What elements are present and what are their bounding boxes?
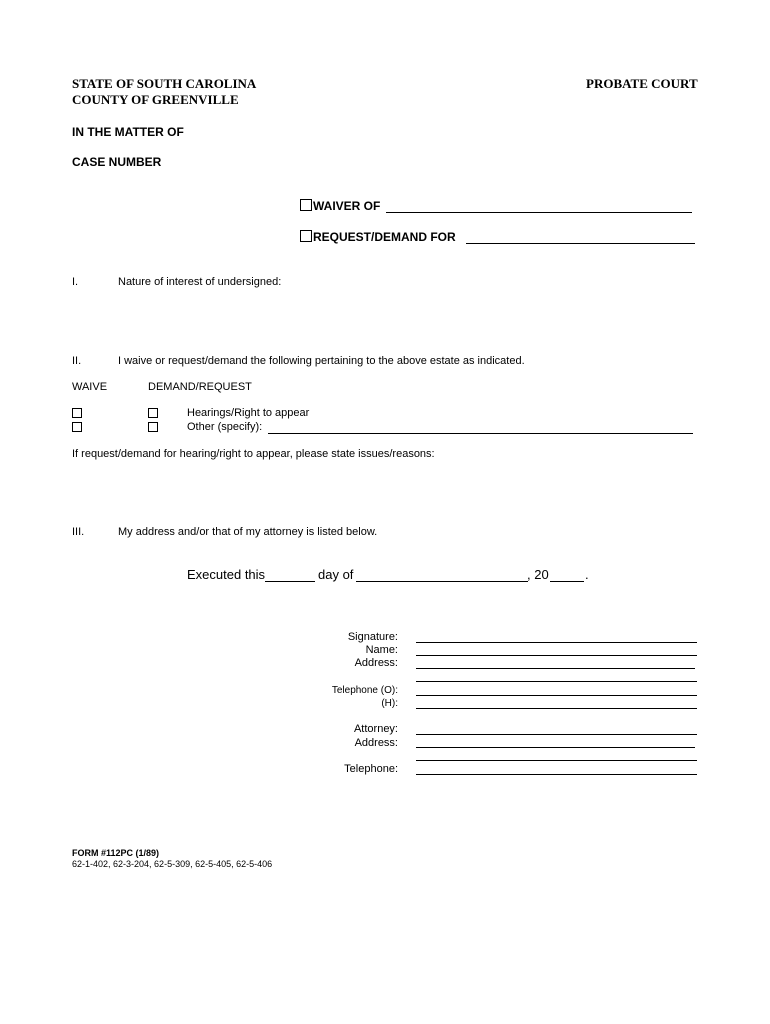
signature-label: Signature: xyxy=(347,631,398,643)
telephone-office-field[interactable] xyxy=(416,695,697,696)
telephone-home-field[interactable] xyxy=(416,708,697,709)
waiver-of-label: WAIVER OF xyxy=(313,199,381,213)
attorney-address-field-line-2[interactable] xyxy=(416,760,697,761)
in-the-matter-of-label: IN THE MATTER OF xyxy=(72,125,184,139)
attorney-address-label: Address: xyxy=(354,737,398,749)
executed-month-field[interactable] xyxy=(356,581,528,582)
waiver-of-field[interactable] xyxy=(386,212,692,213)
request-demand-checkbox[interactable] xyxy=(300,230,312,242)
hearings-right-to-appear-label: Hearings/Right to appear xyxy=(187,407,310,419)
attorney-telephone-field[interactable] xyxy=(416,774,697,775)
case-number-label: CASE NUMBER xyxy=(72,155,162,169)
attorney-field[interactable] xyxy=(416,734,697,735)
court-heading: PROBATE COURT xyxy=(586,76,698,91)
attorney-telephone-label: Telephone: xyxy=(344,763,398,775)
executed-period: . xyxy=(585,567,589,582)
waive-hearings-checkbox[interactable] xyxy=(72,408,82,418)
address-field-line-2[interactable] xyxy=(416,681,697,682)
attorney-address-field-line-1[interactable] xyxy=(416,747,695,748)
section-1-text: Nature of interest of undersigned: xyxy=(118,276,282,288)
section-3-numeral: III. xyxy=(72,526,85,538)
demand-request-column-header: DEMAND/REQUEST xyxy=(148,381,252,393)
attorney-label: Attorney: xyxy=(353,723,398,735)
demand-hearings-checkbox[interactable] xyxy=(148,408,158,418)
name-label: Name: xyxy=(365,644,398,656)
address-label: Address: xyxy=(354,657,398,669)
section-3-text: My address and/or that of my attorney is listed below. xyxy=(118,526,378,538)
issues-reasons-label: If request/demand for hearing/right to appear, please state issues/reasons: xyxy=(72,448,435,460)
request-demand-label: REQUEST/DEMAND FOR xyxy=(313,230,456,244)
waive-other-checkbox[interactable] xyxy=(72,422,82,432)
telephone-office-label: Telephone (O): xyxy=(331,685,398,696)
name-field[interactable] xyxy=(416,655,697,656)
form-number: FORM #112PC (1/89) xyxy=(72,848,160,858)
section-2-numeral: II. xyxy=(72,355,82,367)
county-heading: COUNTY OF GREENVILLE xyxy=(72,92,239,107)
state-heading: STATE OF SOUTH CAROLINA xyxy=(72,76,257,91)
telephone-home-label: (H): xyxy=(381,698,398,709)
section-2-text: I waive or request/demand the following pertaining to the above estate as indicated. xyxy=(118,355,525,367)
year-prefix-label: , 20 xyxy=(527,567,549,582)
executed-day-field[interactable] xyxy=(265,581,315,582)
address-field-line-1[interactable] xyxy=(416,668,695,669)
waive-column-header: WAIVE xyxy=(72,381,108,393)
request-demand-field[interactable] xyxy=(466,243,695,244)
section-1-numeral: I. xyxy=(72,276,79,288)
demand-other-checkbox[interactable] xyxy=(148,422,158,432)
other-specify-field[interactable] xyxy=(268,433,693,434)
other-specify-label: Other (specify): xyxy=(187,421,263,433)
executed-year-field[interactable] xyxy=(550,581,584,582)
waiver-of-checkbox[interactable] xyxy=(300,199,312,211)
signature-field[interactable] xyxy=(416,642,697,643)
statute-references: 62-1-402, 62-3-204, 62-5-309, 62-5-405, 62-5-406 xyxy=(72,859,273,869)
executed-this-label: Executed this xyxy=(187,567,266,582)
day-of-label: day of xyxy=(318,567,354,582)
